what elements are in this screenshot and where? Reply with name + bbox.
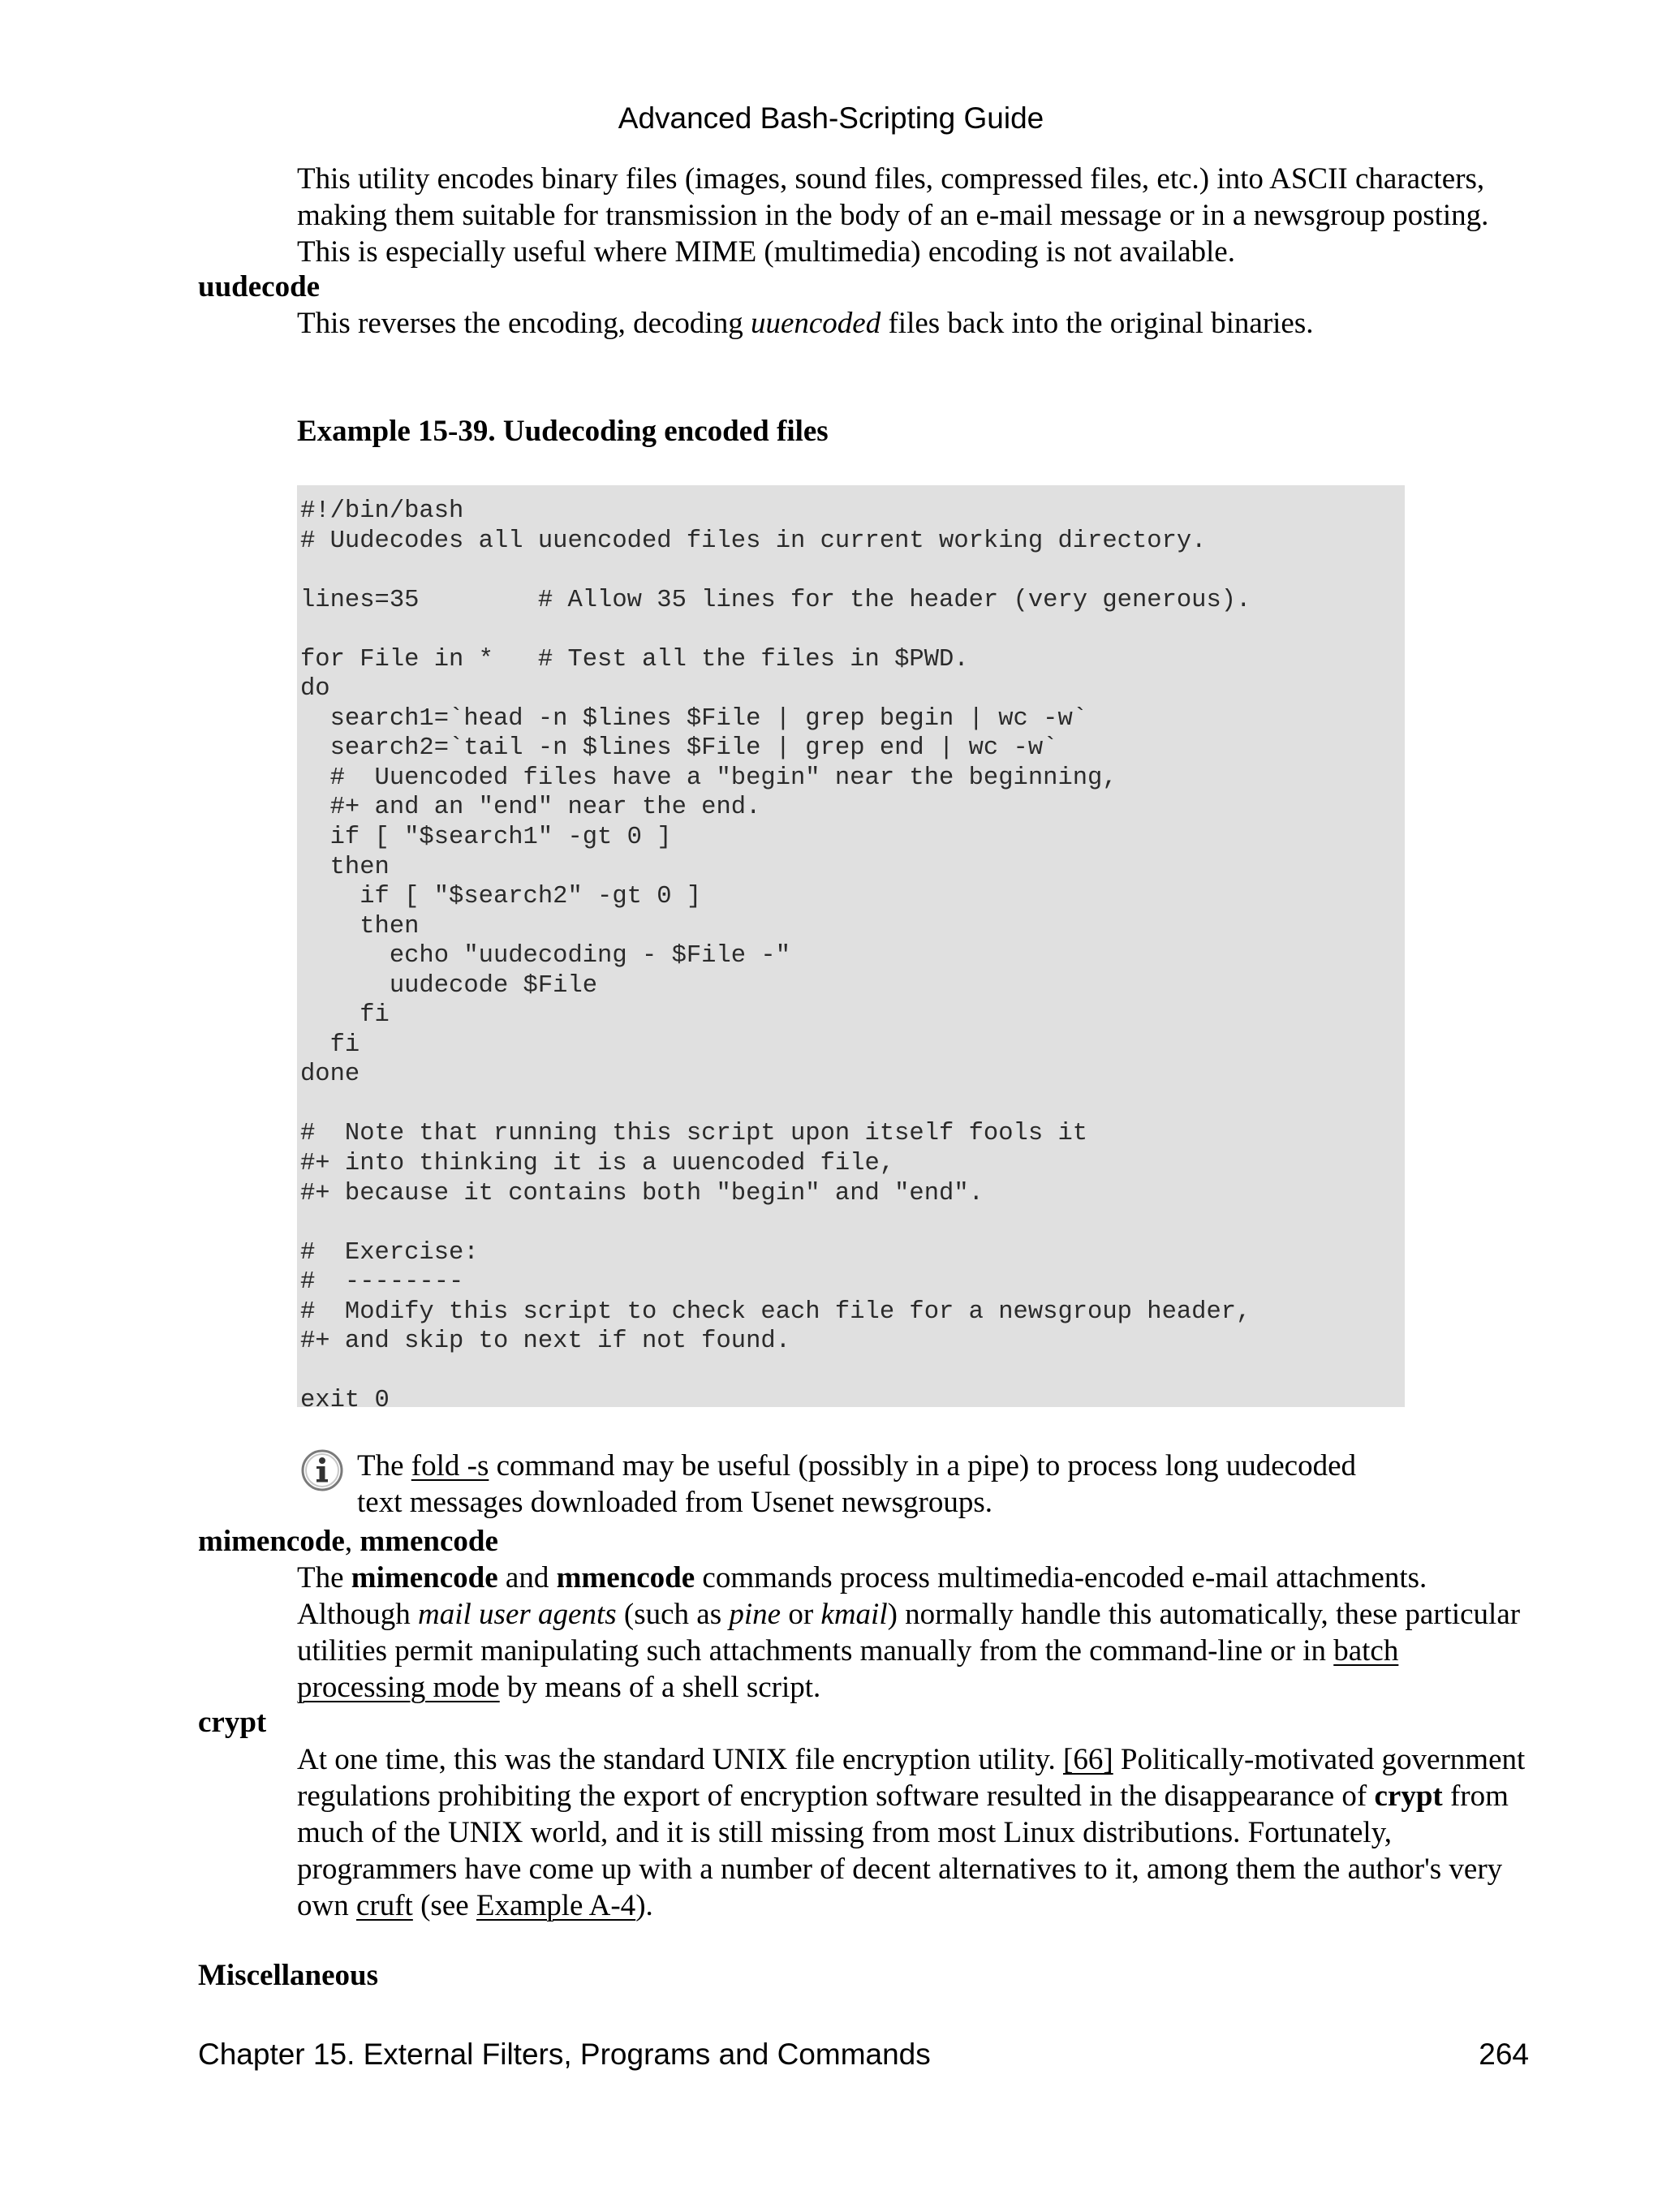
text-span: This reverses the encoding, decoding: [297, 307, 751, 340]
text-span: from: [1442, 1779, 1509, 1813]
footer-chapter-title: Chapter 15. External Filters, Programs and Commands: [198, 2038, 931, 2071]
text-span: by means of a shell script.: [499, 1671, 821, 1704]
term-mimencode: [198, 1523, 498, 1560]
text-line: [297, 1560, 1563, 1596]
text-line: [297, 1887, 1563, 1924]
batch-processing-link[interactable]: batch: [1333, 1634, 1399, 1668]
page-number: 264: [1479, 2038, 1529, 2071]
text-line: [297, 1741, 1563, 1778]
emphasis-pine: pine: [729, 1598, 781, 1631]
text-line: programmers have come up with a number of decent alternatives to it, among them the author's very: [297, 1853, 1503, 1886]
text-span: files back into the original binaries.: [881, 307, 1314, 340]
text-span: ).: [635, 1889, 653, 1922]
text-line: [297, 1669, 1563, 1706]
emphasis-kmail: kmail: [820, 1598, 888, 1631]
text-span: ) normally handle this automatically, these particular: [887, 1598, 1521, 1631]
text-span: utilities permit manipulating such attachments manually from the command-line or in: [297, 1634, 1334, 1668]
code-listing: #!/bin/bash # Uudecodes all uuencoded files in current working directory. lines=35 # Allow 35 lines for the header (very generous). for File in * # Test all the files in $PWD. do search1=`head -n $lines $File | grep begin | wc -w` search2=`tail -n $lines $File | grep end | wc -w` # Uuencoded files have a "begin" near the beginning, #+ and an "end" near the end. if [ "$search1" -gt 0 ] then if [ "$search2" -gt 0 ] then echo "uudecoding - $File -" uudecode $File fi fi done # Note that running this script upon itself fools it #+ into thinking it is a uuencoded file, #+ because it contains both "begin" and "end". # Exercise: # -------- # Modify this script to check each file for a newsgroup header, #+ and skip to next if not found. exit 0: [300, 497, 1251, 1415]
note-text: [357, 1448, 1509, 1521]
mimencode-description: [297, 1560, 1563, 1706]
text-span: Although: [297, 1598, 419, 1631]
text-span: Politically-motivated government: [1113, 1743, 1526, 1776]
term-separator: ,: [344, 1525, 360, 1558]
term-uudecode: uudecode: [198, 270, 321, 303]
emphasis-mail-user-agents: mail user agents: [418, 1598, 617, 1631]
cruft-link[interactable]: cruft: [355, 1889, 413, 1922]
text-line: This is especially useful where MIME (multimedia) encoding is not available.: [297, 235, 1235, 269]
text-span: or: [781, 1598, 821, 1631]
running-header: Advanced Bash-Scripting Guide: [618, 101, 1044, 135]
text-span: The: [357, 1449, 411, 1483]
text-span: (such as: [616, 1598, 730, 1631]
text-line: much of the UNIX world, and it is still missing from most Linux distributions. Fortunately,: [297, 1816, 1393, 1849]
fold-s-link[interactable]: fold -s: [411, 1449, 489, 1483]
bold-mimencode: mimencode: [351, 1561, 498, 1594]
text-span: regulations prohibiting the export of encryption software resulted in the disappearance of: [297, 1779, 1375, 1813]
text-line: [357, 1448, 1509, 1484]
example-a4-link[interactable]: Example A-4: [476, 1889, 636, 1922]
text-span: The: [297, 1561, 351, 1594]
term-mimencode-label: mimencode: [198, 1525, 345, 1558]
text-span: (see: [412, 1889, 476, 1922]
text-span: and: [497, 1561, 557, 1594]
text-span: At one time, this was the standard UNIX file encryption utility.: [297, 1743, 1063, 1776]
bold-mmencode: mmencode: [556, 1561, 695, 1594]
text-span: commands process multimedia-encoded e-mail attachments.: [695, 1561, 1427, 1594]
uuencode-description: [297, 161, 1563, 270]
text-line: [297, 1596, 1563, 1633]
running-footer: [198, 2037, 1529, 2072]
text-span: command may be useful (possibly in a pipe) to process long uudecoded: [489, 1449, 1357, 1483]
batch-processing-link-cont[interactable]: processing mode: [297, 1671, 500, 1704]
uudecode-description: [297, 305, 1563, 342]
emphasis-uuencoded: uuencoded: [750, 307, 881, 340]
crypt-description: [297, 1741, 1563, 1924]
text-line: making them suitable for transmission in the body of an e-mail message or in a newsgroup posting.: [297, 199, 1489, 232]
text-span: own: [297, 1889, 356, 1922]
term-crypt: crypt: [198, 1706, 267, 1739]
example-title: Example 15-39. Uudecoding encoded files: [297, 415, 829, 448]
info-icon: [300, 1448, 344, 1492]
code-block: [297, 485, 1405, 1415]
section-heading-miscellaneous: Miscellaneous: [198, 1959, 378, 1992]
footnote-66-link[interactable]: [66]: [1063, 1743, 1113, 1776]
text-line: [297, 1633, 1563, 1669]
term-mmencode-label: mmencode: [360, 1525, 498, 1558]
text-line: [297, 1778, 1563, 1814]
bold-crypt: crypt: [1374, 1779, 1443, 1813]
text-line: This utility encodes binary files (images, sound files, compressed files, etc.) into ASCII characters,: [297, 162, 1485, 196]
text-line: text messages downloaded from Usenet newsgroups.: [357, 1486, 992, 1519]
